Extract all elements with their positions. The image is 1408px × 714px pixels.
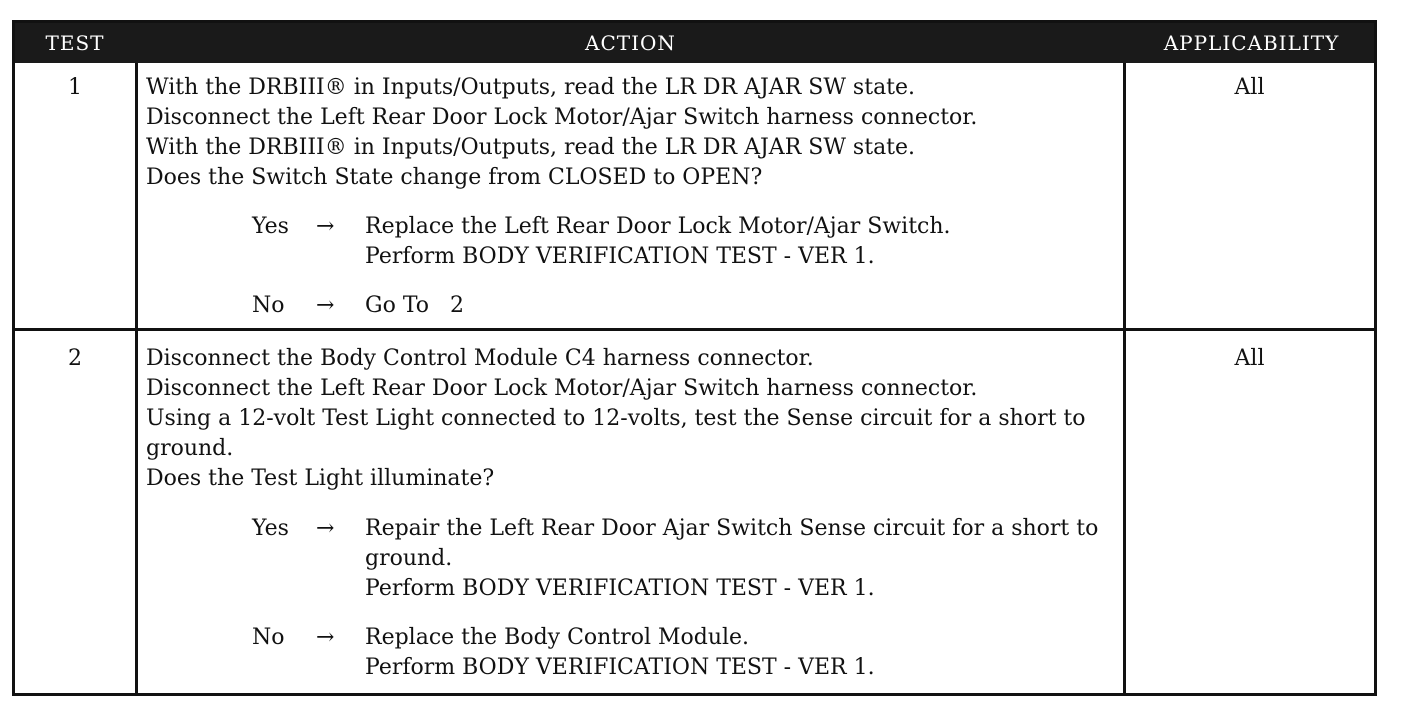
column-divider-applicability	[1123, 63, 1126, 696]
action-line: Does the Test Light illuminate?	[146, 466, 495, 491]
row-divider	[15, 328, 1374, 331]
diagnostic-table	[12, 20, 1377, 696]
result-line: Replace the Body Control Module.	[365, 625, 750, 650]
result-line: Perform BODY VERIFICATION TEST - VER 1.	[365, 655, 875, 680]
result-line: Replace the Left Rear Door Lock Motor/Ajar Switch.	[365, 214, 951, 239]
result-line: ground.	[365, 546, 453, 571]
action-text-1	[146, 73, 977, 193]
action-text-2	[146, 344, 1086, 494]
header-test: TEST	[45, 31, 105, 55]
test-number-1: 1	[68, 75, 82, 100]
action-line: Does the Switch State change from CLOSED to OPEN?	[146, 165, 763, 190]
response-result	[365, 623, 875, 683]
header-applicability: APPLICABILITY	[1163, 31, 1340, 55]
response-result	[365, 514, 1098, 604]
applicability-1: All	[1234, 75, 1265, 100]
result-line: Go To 2	[365, 293, 464, 318]
applicability-2: All	[1234, 346, 1265, 371]
action-line: ground.	[146, 436, 234, 461]
action-line: Disconnect the Left Rear Door Lock Motor/Ajar Switch harness connector.	[146, 376, 978, 401]
result-line: Repair the Left Rear Door Ajar Switch Sense circuit for a short to	[365, 516, 1099, 541]
column-divider-test	[135, 63, 138, 696]
action-line: With the DRBIII® in Inputs/Outputs, read the LR DR AJAR SW state.	[146, 75, 916, 100]
result-line: Perform BODY VERIFICATION TEST - VER 1.	[365, 244, 875, 269]
action-line: Disconnect the Left Rear Door Lock Motor/Ajar Switch harness connector.	[146, 105, 978, 130]
response-result	[365, 291, 464, 321]
response-label: No	[252, 293, 285, 318]
right-arrow-icon: →	[316, 516, 335, 541]
response-label: Yes	[252, 214, 289, 239]
response-result	[365, 212, 951, 272]
action-line: Disconnect the Body Control Module C4 harness connector.	[146, 346, 814, 371]
response-label: No	[252, 625, 285, 650]
table-header-row	[15, 23, 1374, 63]
right-arrow-icon: →	[316, 214, 335, 239]
action-line: Using a 12-volt Test Light connected to 12-volts, test the Sense circuit for a short to	[146, 406, 1086, 431]
right-arrow-icon: →	[316, 625, 335, 650]
result-line: Perform BODY VERIFICATION TEST - VER 1.	[365, 576, 875, 601]
test-number-2: 2	[68, 346, 82, 371]
header-action: ACTION	[585, 31, 676, 55]
response-label: Yes	[252, 516, 289, 541]
right-arrow-icon: →	[316, 293, 335, 318]
action-line: With the DRBIII® in Inputs/Outputs, read the LR DR AJAR SW state.	[146, 135, 916, 160]
